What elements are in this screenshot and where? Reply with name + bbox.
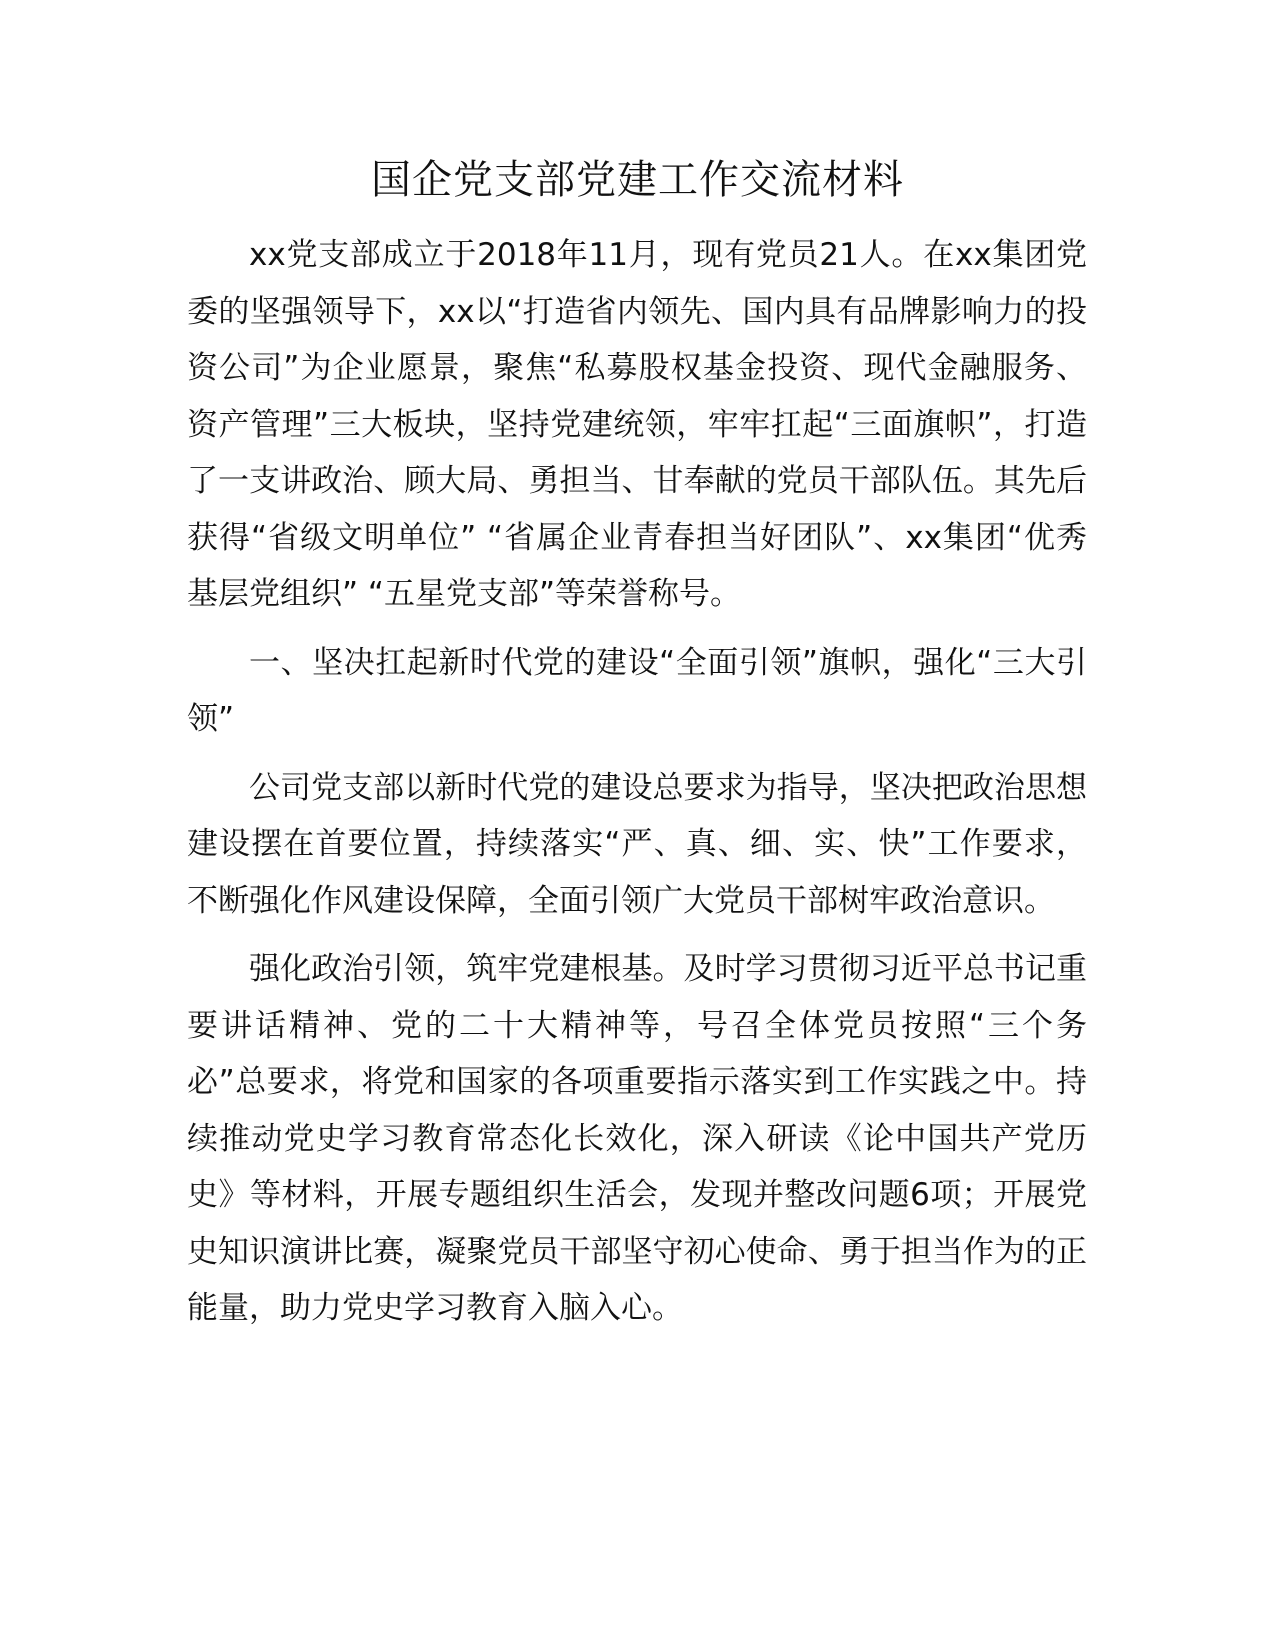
- section-heading-1: 一、坚决扛起新时代党的建设“全面引领”旗帜，强化“三大引领”: [187, 644, 1087, 737]
- document-title: 国企党支部党建工作交流材料: [371, 157, 904, 203]
- paragraph-intro: xx党支部成立于2018年11月，现有党员21人。在xx集团党委的坚强领导下，xx以“打造省内领先、国内具有品牌影响力的投资公司”为企业愿景，聚焦“私募股权基金投资、现代金融服务、资产管理”三大板块，坚持党建统领，牢牢扛起“三面旗帜”，打造了一支讲政治、顾大局、勇担当、甘奉献的党员干部队伍。其先后获得“省级文明单位” “省属企业青春担当好团队”、xx集团“优秀基层党组织” “五星党支部”等荣誉称号。: [187, 237, 1087, 612]
- paragraph-political-leadership: 强化政治引领，筑牢党建根基。及时学习贯彻习近平总书记重要讲话精神、党的二十大精神等，号召全体党员按照“三个务必”总要求，将党和国家的各项重要指示落实到工作实践之中。持续推动党史学习教育常态化长效化，深入研读《论中国共产党历史》等材料，开展专题组织生活会，发现并整改问题6项；开展党史知识演讲比赛，凝聚党员干部坚守初心使命、勇于担当作为的正能量，助力党史学习教育入脑入心。: [187, 951, 1087, 1326]
- paragraph-section-1-summary: 公司党支部以新时代党的建设总要求为指导，坚决把政治思想建设摆在首要位置，持续落实“严、真、细、实、快”工作要求，不断强化作风建设保障，全面引领广大党员干部树牢政治意识。: [187, 769, 1087, 919]
- document-body: [187, 227, 1087, 1349]
